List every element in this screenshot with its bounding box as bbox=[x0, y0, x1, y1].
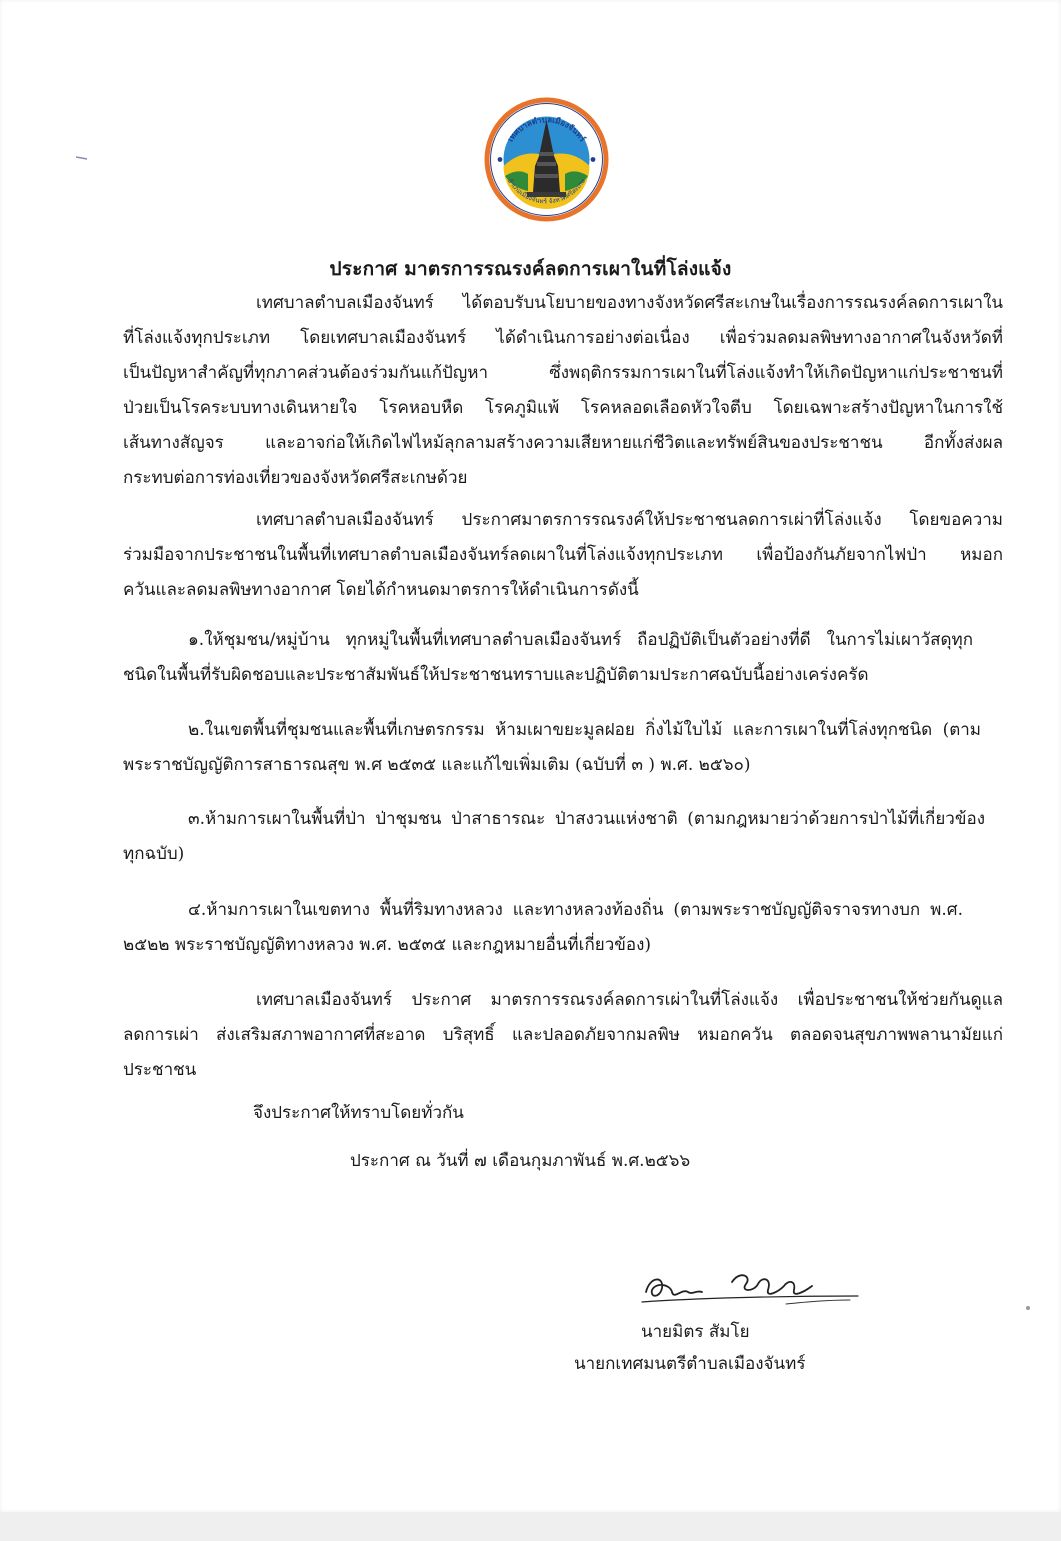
text-line: ลดการเผ่า ส่งเสริมสภาพอากาศที่สะอาด บริสุทธิ์ และปลอดภัยจากมลพิษ หมอกควัน ตลอดจนสุขภาพพลานามัยแก่ bbox=[123, 1025, 1003, 1045]
text-line: ๒๕๒๒ พระราชบัญญัติทางหลวง พ.ศ. ๒๕๓๕ และกฎหมายอื่นที่เกี่ยวข้อง) bbox=[123, 935, 652, 955]
scan-speck bbox=[1026, 1306, 1030, 1310]
text-line: ทุกฉบับ) bbox=[123, 844, 185, 864]
bottom-strip bbox=[0, 1512, 1061, 1541]
paragraph-conclusion bbox=[123, 983, 1003, 1088]
text-line: เป็นปัญหาสำคัญที่ทุกภาคส่วนต้องร่วมกันแก้ปัญหา ซึ่งพฤติกรรมการเผาในที่โล่งแจ้งทำให้เกิดปัญหาแก่ประชาชนที่ bbox=[123, 363, 1003, 383]
text-line: กระทบต่อการท่องเที่ยวของจังหวัดศรีสะเกษด้วย bbox=[123, 468, 468, 488]
text-line: เส้นทางสัญจร และอาจก่อให้เกิดไฟไหม้ลุกลามสร้างความเสียหายแก่ชีวิตและทรัพย์สินของประชาชน อีกทั้งส่งผล bbox=[123, 433, 1003, 453]
measure-item-4 bbox=[123, 893, 963, 963]
text-line: ชนิดในพื้นที่รับผิดชอบและประชาสัมพันธ์ให้ประชาชนทราบและปฏิบัติตามประกาศฉบับนี้อย่างเคร่งครัด bbox=[123, 665, 869, 685]
measure-item-2 bbox=[123, 713, 981, 783]
paragraph-measures-intro bbox=[123, 503, 1003, 608]
text-line: ๔.ห้ามการเผาในเขตทาง พื้นที่ริมทางหลวง และทางหลวงท้องถิ่น (ตามพระราชบัญญัติจราจรทางบก พ.ศ. bbox=[188, 900, 963, 920]
seal-bottom-text: อำเภอเมืองจันทร์ จังหวัดศรีสะเกษ bbox=[505, 177, 587, 206]
handwritten-signature bbox=[636, 1262, 866, 1312]
text-line: ร่วมมือจากประชาชนในพื้นที่เทศบาลตำบลเมืองจันทร์ลดเผาในที่โล่งแจ้งทุกประเภท เพื่อป้องกันภัยจากไฟป่า หมอก bbox=[123, 545, 1003, 565]
text-line: ควันและลดมลพิษทางอากาศ โดยได้กำหนดมาตรการให้ดำเนินการดังนี้ bbox=[123, 580, 639, 600]
measure-item-3 bbox=[123, 802, 985, 872]
closing-statement: จึงประกาศให้ทราบโดยทั่วกัน bbox=[253, 1103, 464, 1123]
text-line: เทศบาลตำบลเมืองจันทร์ ประกาศมาตรการรณรงค์ให้ประชาชนลดการเผ่าที่โล่งแจ้ง โดยขอความ bbox=[256, 510, 1003, 530]
text-line: เทศบาลตำบลเมืองจันทร์ ได้ตอบรับนโยบายของทางจังหวัดศรีสะเกษในเรื่องการรณรงค์ลดการเผาใน bbox=[256, 293, 1003, 313]
text-line: ๑.ให้ชุมชน/หมู่บ้าน ทุกหมู่ในพื้นที่เทศบาลตำบลเมืองจันทร์ ถือปฏิบัติเป็นตัวอย่างที่ดี ในการไม่เผาวัสดุทุก bbox=[188, 630, 973, 650]
text-line: พระราชบัญญัติการสาธารณสุข พ.ศ ๒๕๓๕ และแก้ไขเพิ่มเติม (ฉบับที่ ๓ ) พ.ศ. ๒๕๖๐) bbox=[123, 755, 751, 775]
announcement-title: ประกาศ มาตรการรณรงค์ลดการเผาในที่โล่งแจ้ง bbox=[329, 258, 732, 280]
text-line: ที่โล่งแจ้งทุกประเภท โดยเทศบาลเมืองจันทร์ ได้ดำเนินการอย่างต่อเนื่อง เพื่อร่วมลดมลพิษทางอากาศในจังหวัดที่ bbox=[123, 328, 1003, 348]
municipality-seal-logo bbox=[483, 96, 610, 223]
paragraph-intro bbox=[123, 286, 1003, 496]
text-line: ๓.ห้ามการเผาในพื้นที่ป่า ป่าชุมชน ป่าสาธารณะ ป่าสงวนแห่งชาติ (ตามกฎหมายว่าด้วยการป่าไม้ที่เกี่ยวข้อง bbox=[188, 809, 985, 829]
announcement-date: ประกาศ ณ วันที่ ๗ เดือนกุมภาพันธ์ พ.ศ.๒๕๖๖ bbox=[350, 1151, 691, 1171]
seal-top-text: เทศบาลตำบลเมืองจันทร์ bbox=[505, 115, 588, 144]
text-line: ประชาชน bbox=[123, 1060, 197, 1080]
text-line: ป่วยเป็นโรคระบบทางเดินหายใจ โรคหอบหืด โรคภูมิแพ้ โรคหลอดเลือดหัวใจตีบ โดยเฉพาะสร้างปัญหาในการใช้ bbox=[123, 398, 1003, 418]
signer-title: นายกเทศมนตรีตำบลเมืองจันทร์ bbox=[574, 1354, 806, 1374]
signer-name: นายมิตร สัมโย bbox=[641, 1322, 750, 1342]
stray-ink-mark bbox=[76, 156, 88, 160]
text-line: ๒.ในเขตพื้นที่ชุมชนและพื้นที่เกษตรกรรม ห้ามเผาขยะมูลฝอย กิ่งไม้ใบไม้ และการเผาในที่โล่งทุกชนิด (ตาม bbox=[188, 720, 981, 740]
measure-item-1 bbox=[123, 623, 973, 693]
text-line: เทศบาลเมืองจันทร์ ประกาศ มาตรการรณรงค์ลดการเผ่าในที่โล่งแจ้ง เพื่อประชาชนให้ช่วยกันดูแล bbox=[256, 990, 1003, 1010]
